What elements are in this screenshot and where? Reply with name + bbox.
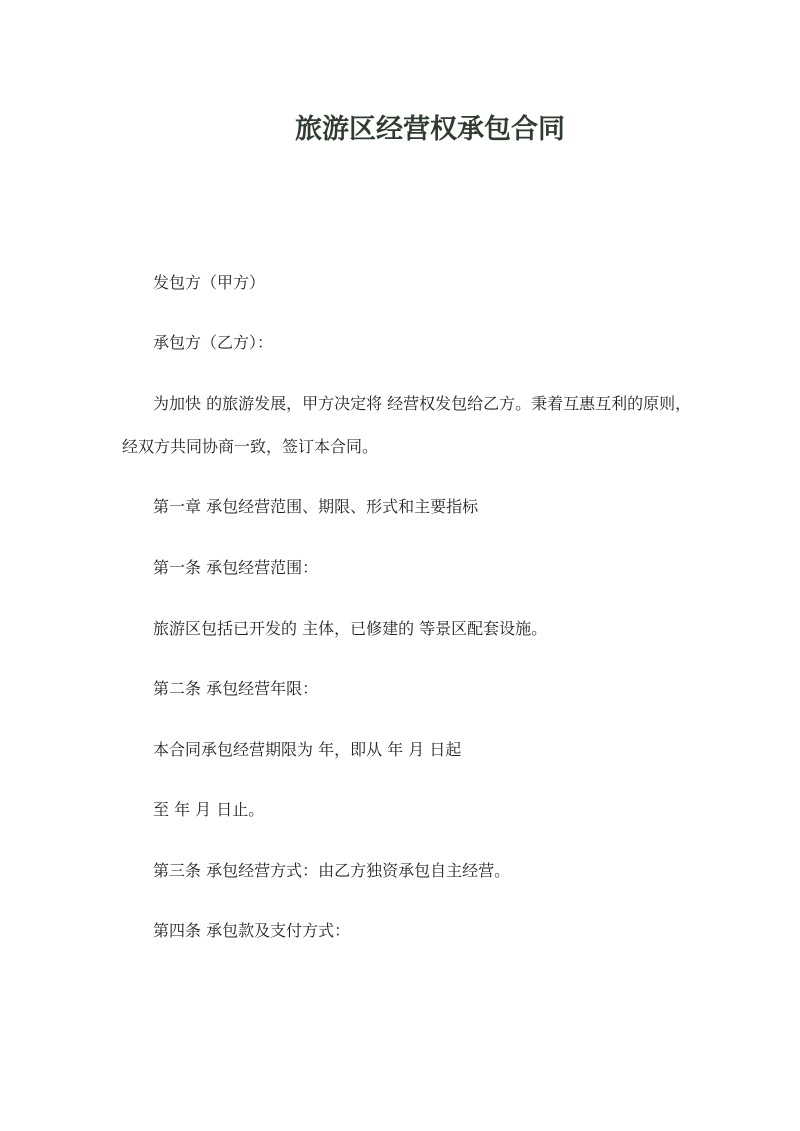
document-title: 旅游区经营权承包合同	[295, 114, 565, 145]
article-1-body: 旅游区包括已开发的 主体，已修建的 等景区配套设施。	[153, 619, 548, 638]
article-3-line: 第三条 承包经营方式：由乙方独资承包自主经营。	[153, 861, 511, 880]
preamble-line-2: 经双方共同协商一致，签订本合同。	[122, 437, 379, 456]
article-1-heading: 第一条 承包经营范围：	[153, 558, 319, 577]
chapter-1-heading: 第一章 承包经营范围、期限、形式和主要指标	[153, 497, 479, 516]
article-2-body-line-1: 本合同承包经营期限为 年，即从 年 月 日起	[153, 740, 462, 759]
article-2-heading: 第二条 承包经营年限：	[153, 679, 319, 698]
article-4-heading: 第四条 承包款及支付方式：	[153, 921, 351, 940]
preamble-line-1: 为加快 的旅游发展，甲方决定将 经营权发包给乙方。秉着互惠互利的原则，	[153, 394, 692, 413]
party-a-line: 发包方（甲方）	[153, 273, 266, 292]
party-b-line: 承包方（乙方）：	[153, 333, 274, 352]
article-2-body-line-2: 至 年 月 日止。	[153, 800, 265, 819]
